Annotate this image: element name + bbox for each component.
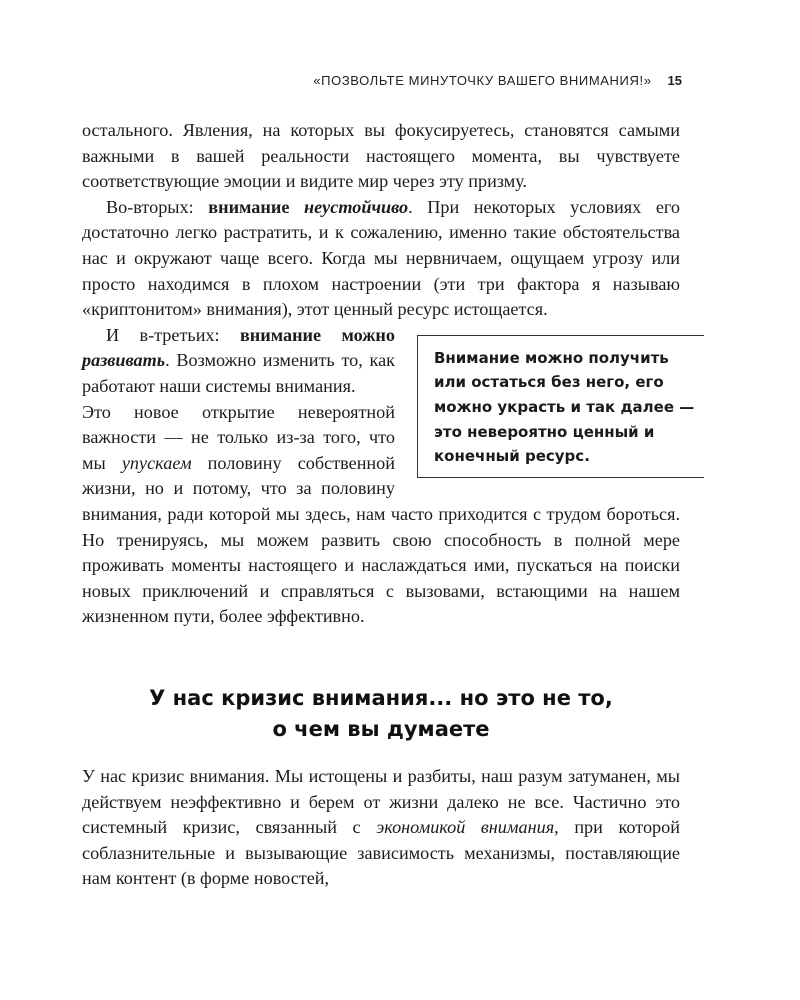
paragraph-1: остального. Явления, на которых вы фокусируетесь, становятся самыми важными в вашей реальности настоящего момента, вы чувствуете соответствующие эмоции и видите мир через эту призму. (82, 120, 680, 192)
p2-bold: внимание неустойчиво (208, 196, 409, 217)
running-header (313, 73, 682, 88)
section-heading-line-2: о чем вы думаете (272, 717, 490, 741)
section-heading (82, 683, 680, 745)
paragraph-4: Это новое открытие невероятной важности — не только из-за того, что мы упускаем половину собственной жизни, но и потому, что за половину внимания, ради которой мы здесь, нам часто приходится с трудом бороться. Но тренируясь, мы можем развить свою способность в полной мере проживать моменты настоящего и наслаждаться ими, пускаться на поиски новых приключений и справляться с вызовами, встающими на нашем жизненном пути, более эффективно. (82, 401, 680, 627)
p3-bold: внимание можно развивать (82, 324, 395, 371)
running-title: «ПОЗВОЛЬТЕ МИНУТОЧКУ ВАШЕГО ВНИМАНИЯ!» (313, 73, 652, 88)
page-number: 15 (667, 73, 682, 88)
body-text-upper (82, 118, 695, 630)
pull-quote-box (417, 335, 704, 478)
p2-bold-italic: неустойчиво (304, 196, 409, 217)
p2-rest: . При некоторых условиях его достаточно легко растратить, и к сожалению, именно такие обстоятельства нас и окружают чаще всего. Когда мы нервничаем, ощущаем угрозу или просто находимся в плохом настроении (эти три фактора я называю «криптонитом» внимания), этот ценный ресурс истощается. (82, 196, 680, 320)
body-text-lower (82, 764, 680, 892)
p3-lead: И в-третьих: (106, 324, 240, 345)
paragraph-5: У нас кризис внимания. Мы истощены и разбиты, наш разум затуманен, мы действуем неэффективно и берем от жизни далеко не все. Частично это системный кризис, связанный с экономикой внимания, при которой соблазнительные и вызывающие зависимость механизмы, поставляющие нам контент (в форме новостей, (82, 766, 680, 889)
section-heading-line-1: У нас кризис внимания... но это не то, (149, 686, 613, 710)
p4-italic: упускаем (121, 452, 192, 473)
paragraph-2 (82, 195, 680, 323)
p3-bold-italic: развивать (82, 350, 166, 371)
p3-rest: . Возможно изменить то, как работают наши системы внимания. (82, 350, 395, 396)
p5-italic: экономикой внимания (376, 817, 555, 838)
pull-quote-text: Внимание можно получить или остаться без него, его можно украсть и так далее — это невероятно ценный и конечный ресурс. (434, 348, 695, 466)
p2-lead: Во-вторых: (106, 196, 209, 217)
